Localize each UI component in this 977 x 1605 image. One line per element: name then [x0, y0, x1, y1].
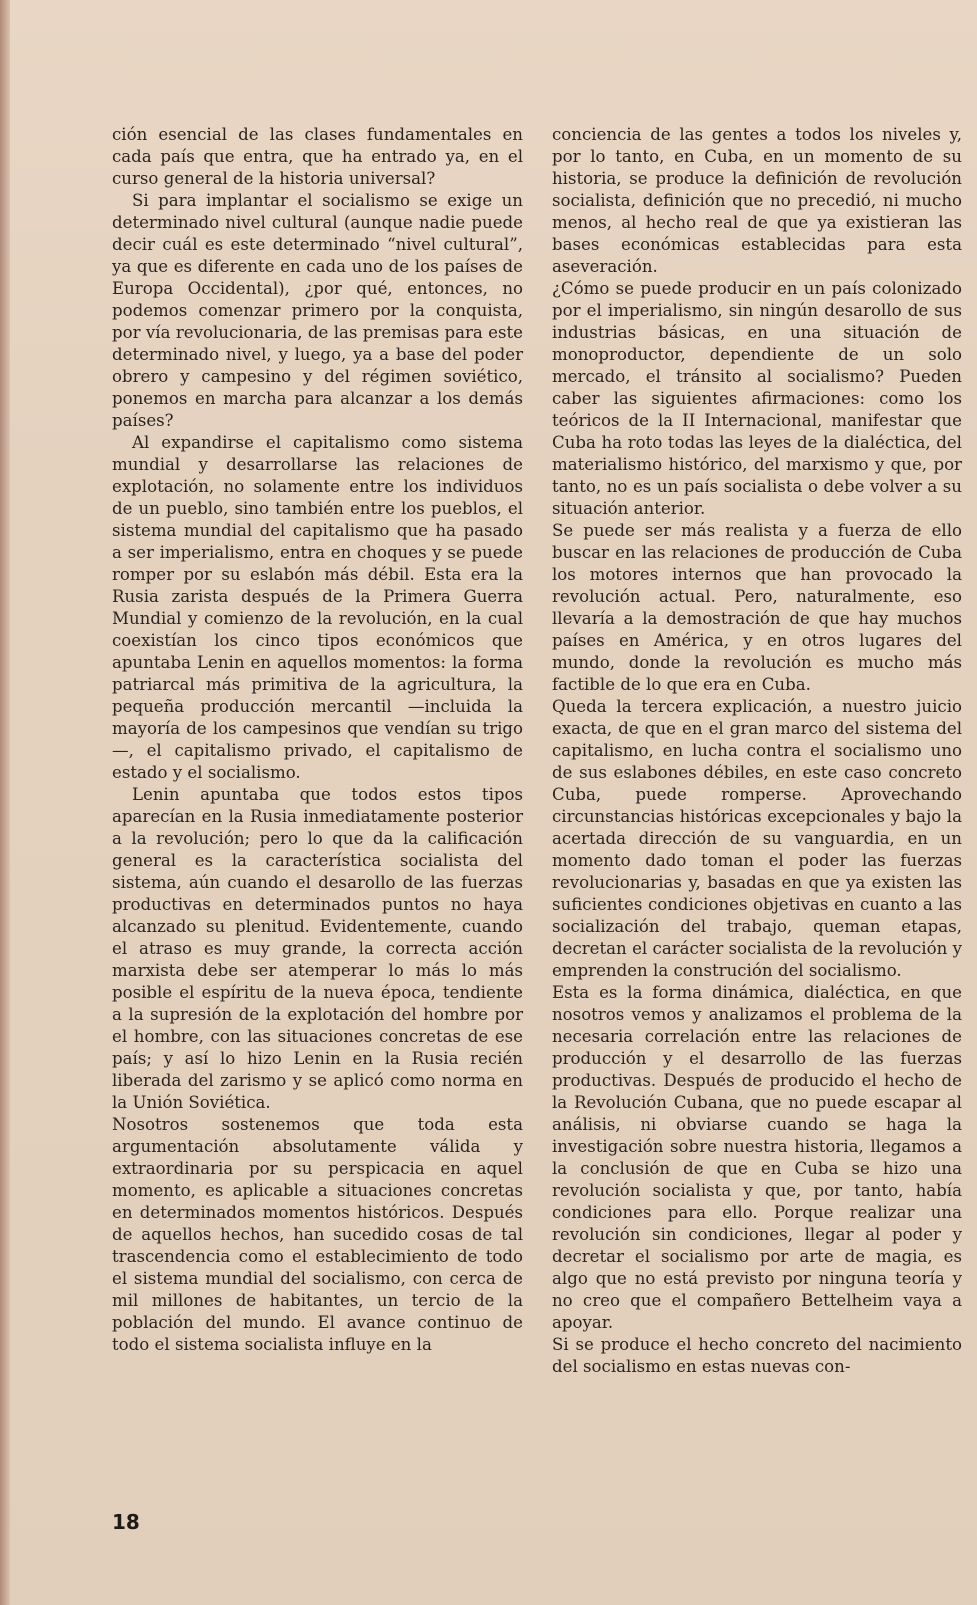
right-column: [552, 124, 962, 1378]
paragraph: ¿Cómo se puede producir en un país colonizado por el imperialismo, sin ningún desarollo de sus industrias básicas, en una situación de monoproductor, dependiente de un solo mercado, el tránsito al socialismo? Pueden caber las siguientes afirmaciones: como los teóricos de la II Internacional, manifestar que Cuba ha roto todas las leyes de la dialéctica, del materialismo histórico, del marxismo y que, por tanto, no es un país socialista o debe volver a su situación anterior.: [552, 279, 962, 518]
paragraph: Esta es la forma dinámica, dialéctica, en que nosotros vemos y analizamos el problema de la necesaria correlación entre las relaciones de producción y el desarrollo de las fuerzas productivas. Después de producido el hecho de la Revolución Cubana, que no puede escapar al análisis, ni obviarse cuando se haga la investigación sobre nuestra historia, llegamos a la conclusión de que en Cuba se hizo una revolución socialista y que, por tanto, había condiciones para ello. Porque realizar una revolución sin condiciones, llegar al poder y decretar el socialismo por arte de magia, es algo que no está previsto por ninguna teoría y no creo que el compañero Bettelheim vaya a apoyar.: [552, 983, 962, 1332]
page-edge: [0, 0, 10, 1605]
paragraph: Al expandirse el capitalismo como sistema mundial y desarrollarse las relaciones de explotación, no solamente entre los individuos de un pueblo, sino también entre los pueblos, el sistema mundial del capitalismo que ha pasado a ser imperialismo, entra en choques y se puede romper por su eslabón más débil. Esta era la Rusia zarista después de la Primera Guerra Mundial y comienzo de la revolución, en la cual coexistían los cinco tipos económicos que apuntaba Lenin en aquellos momentos: la forma patriarcal más primitiva de la agricultura, la pequeña producción mercantil —incluida la mayoría de los campesinos que vendían su trigo—, el capitalismo privado, el capitalismo de estado y el socialismo.: [112, 433, 523, 782]
paragraph: Si se produce el hecho concreto del nacimiento del socialismo en estas nuevas con-: [552, 1335, 962, 1376]
paragraph: Nosotros sostenemos que toda esta argumentación absolutamente válida y extraordinaria por su perspicacia en aquel momento, es aplicable a situaciones concretas en determinados momentos históricos. Después de aquellos hechos, han sucedido cosas de tal trascendencia como el establecimiento de todo el sistema mundial del socialismo, con cerca de mil millones de habitantes, un tercio de la población del mundo. El avance continuo de todo el sistema socialista influye en la: [112, 1115, 523, 1354]
paragraph: Si para implantar el socialismo se exige un determinado nivel cultural (aunque nadie puede decir cuál es este determinado “nivel cultural”, ya que es diferente en cada uno de los países de Europa Occidental), ¿por qué, entonces, no podemos comenzar primero por la conquista, por vía revolucionaria, de las premisas para este determinado nivel, y luego, ya a base del poder obrero y campesino y del régimen soviético, ponemos en marcha para alcanzar a los demás países?: [112, 191, 523, 430]
paragraph: Queda la tercera explicación, a nuestro juicio exacta, de que en el gran marco del sistema del capitalismo, en lucha contra el socialismo uno de sus eslabones débiles, en este caso concreto Cuba, puede romperse. Aprovechando circunstancias históricas excepcionales y bajo la acertada dirección de su vanguardia, en un momento dado toman el poder las fuerzas revolucionarias y, basadas en que ya existen las suficientes condiciones objetivas en cuanto a las socialización del trabajo, queman etapas, decretan el carácter socialista de la revolución y emprenden la construción del socialismo.: [552, 697, 962, 980]
paragraph: Se puede ser más realista y a fuerza de ello buscar en las relaciones de producción de Cuba los motores internos que han provocado la revolución actual. Pero, naturalmente, eso llevaría a la demostración de que hay muchos países en América, y en otros lugares del mundo, donde la revolución es mucho más factible de lo que era en Cuba.: [552, 521, 962, 694]
paragraph: conciencia de las gentes a todos los niveles y, por lo tanto, en Cuba, en un momento de su historia, se produce la definición de revolución socialista, definición que no precedió, ni mucho menos, al hecho real de que ya existieran las bases económicas establecidas para esta aseveración.: [552, 125, 962, 276]
page-number: 18: [112, 1510, 140, 1534]
paragraph: Lenin apuntaba que todos estos tipos aparecían en la Rusia inmediatamente posterior a la revolución; pero lo que da la calificación general es la característica socialista del sistema, aún cuando el desarollo de las fuerzas productivas en determinados puntos no haya alcanzado su plenitud. Evidentemente, cuando el atraso es muy grande, la correcta acción marxista debe ser atemperar lo más lo más posible el espíritu de la nueva época, tendiente a la supresión de la explotación del hombre por el hombre, con las situaciones concretas de ese país; y así lo hizo Lenin en la Rusia recién liberada del zarismo y se aplicó como norma en la Unión Soviética.: [112, 785, 523, 1112]
paragraph: ción esencial de las clases fundamentales en cada país que entra, que ha entrado ya, en el curso general de la historia universal?: [112, 125, 523, 188]
left-column: [112, 124, 523, 1356]
